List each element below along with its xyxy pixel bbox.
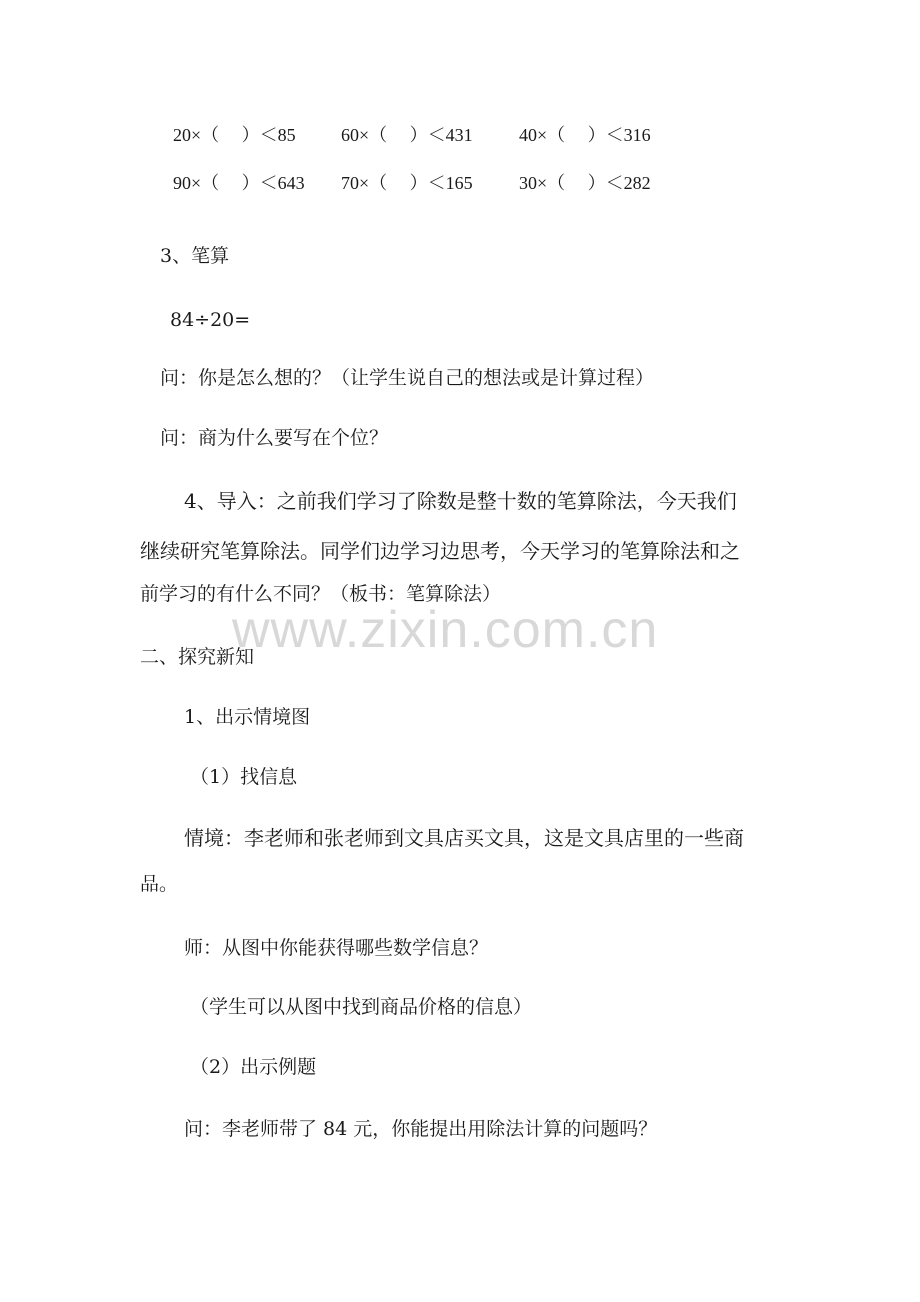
exercise-row1-item1: 20×（ ）＜85 [173,125,296,145]
section4-line3: 前学习的有什么不同？（板书：笔算除法） [140,583,502,605]
part2-teacher-question: 师：从图中你能获得哪些数学信息？ [184,937,489,959]
exercise-row1-item2: 60×（ ）＜431 [341,125,473,145]
part2-scene-line2: 品。 [140,873,179,895]
section3-question2: 问：商为什么要写在个位？ [160,427,389,449]
part2-sub1b: （2）出示例题 [190,1056,317,1078]
section3-heading: 3、笔算 [160,245,230,267]
exercise-row1-item3: 40×（ ）＜316 [519,125,651,145]
part2-heading: 二、探究新知 [140,646,255,668]
part2-sub1a: （1）找信息 [190,766,298,788]
section4-line2: 继续研究笔算除法。同学们边学习边思考，今天学习的笔算除法和之 [140,539,740,563]
section4-line1: 4、导入：之前我们学习了除数是整十数的笔算除法，今天我们 [184,489,737,513]
part2-example-question: 问：李老师带了 84 元，你能提出用除法计算的问题吗？ [184,1118,658,1140]
part2-sub1: 1、出示情境图 [184,706,311,728]
exercise-row2-item2: 70×（ ）＜165 [341,173,473,193]
watermark: www.zixin.com.cn [232,601,659,659]
part2-student-note: （学生可以从图中找到商品价格的信息） [190,996,533,1018]
section3-equation: 84÷20= [170,309,251,331]
part2-scene-line1: 情境：李老师和张老师到文具店买文具，这是文具店里的一些商 [184,826,744,850]
exercise-row2-item3: 30×（ ）＜282 [519,173,651,193]
exercise-row2-item1: 90×（ ）＜643 [173,173,305,193]
section3-question1: 问：你是怎么想的？（让学生说自己的想法或是计算过程） [160,367,655,389]
